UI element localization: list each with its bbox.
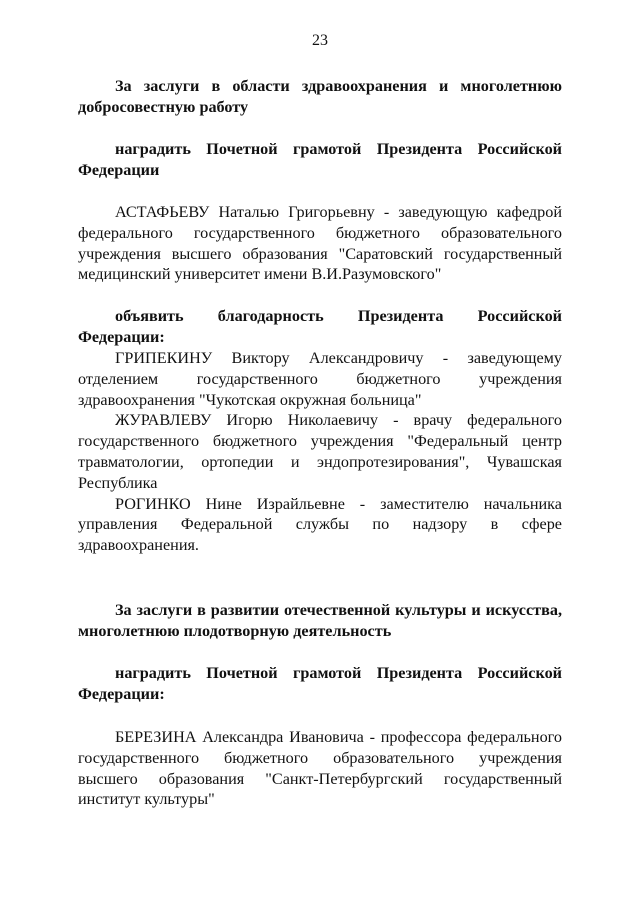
section2-award-grant: наградить Почетной грамотой Президента Российской Федерации: [78,664,562,703]
section1-awardee: АСТАФЬЕВУ Наталью Григорьевну - заведующую кафедрой федерального государственного бюджетного образовательного учреждения высшего образования "Саратовский государственный медицинский университет имени В.И.Разумовского" [78,203,562,284]
page-number: 23 [312,32,328,49]
section2-heading: За заслуги в развитии отечественной культуры и искусства, многолетнюю плодотворную деятельность [78,601,562,640]
person-item: ЖУРАВЛЕВУ Игорю Николаевичу - врачу федерального государственного бюджетного учреждения "Федеральный центр травматологии, ортопедии и эндопротезирования", Чувашская Республика [78,411,562,492]
section1-heading: За заслуги в области здравоохранения и многолетнюю добросовестную работу [78,77,562,116]
section1-award-grant: наградить Почетной грамотой Президента Российской Федерации [78,140,562,179]
section2-awardee: БЕРЕЗИНА Александра Ивановича - профессора федерального государственного бюджетного образовательного учреждения высшего образования "Санкт-Петербургский государственный институт культуры" [78,728,562,809]
section1-gratitude: объявить благодарность Президента Российской Федерации: [78,307,562,346]
section1-persons-list [78,348,562,556]
person-item: ГРИПЕКИНУ Виктору Александровичу - заведующему отделением государственного бюджетного учреждения здравоохранения "Чукотская окружная больница" [78,349,562,409]
person-item: РОГИНКО Нине Израйльевне - заместителю начальника управления Федеральной службы по надзору в сфере здравоохранения. [78,494,562,555]
